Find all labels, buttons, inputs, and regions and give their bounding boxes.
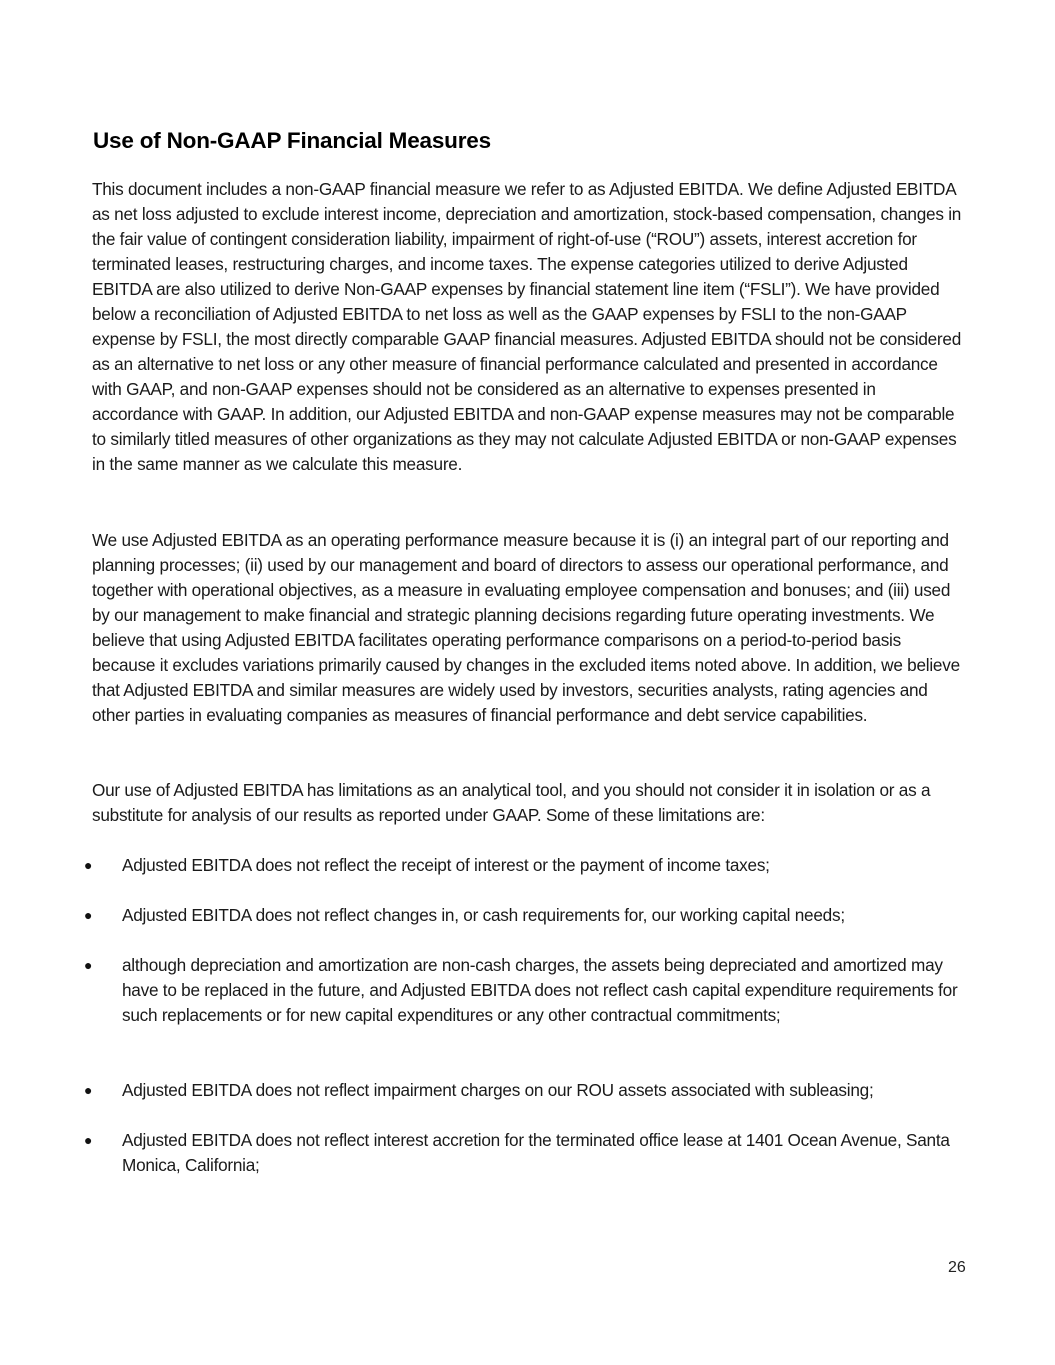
- list-item-text: Adjusted EBITDA does not reflect changes in, or cash requirements for, our working capital needs;: [122, 905, 845, 925]
- paragraph-definition: This document includes a non-GAAP financial measure we refer to as Adjusted EBITDA. We define Adjusted EBITDA as net loss adjusted to exclude interest income, depreciation and amortization, stock-based compensation, changes in the fair value of contingent consideration liability, impairment of right-of-use (“ROU”) assets, interest accretion for terminated leases, restructuring charges, and income taxes. The expense categories utilized to derive Adjusted EBITDA are also utilized to derive Non-GAAP expenses by financial statement line item (“FSLI”). We have provided below a reconciliation of Adjusted EBITDA to net loss as well as the GAAP expenses by FSLI to the non-GAAP expense by FSLI, the most directly comparable GAAP financial measures. Adjusted EBITDA should not be considered as an alternative to net loss or any other measure of financial performance calculated and presented in accordance with GAAP, and non-GAAP expenses should not be considered as an alternative to expenses presented in accordance with GAAP. In addition, our Adjusted EBITDA and non-GAAP expense measures may not be comparable to similarly titled measures of other organizations as they may not calculate Adjusted EBITDA or non-GAAP expenses in the same manner as we calculate this measure.: [92, 179, 962, 474]
- list-item: [84, 1128, 964, 1178]
- bullet-icon: ●: [84, 957, 93, 973]
- list-item: [84, 953, 964, 1028]
- list-item-text: Adjusted EBITDA does not reflect the receipt of interest or the payment of income taxes;: [122, 855, 770, 875]
- bullet-icon: ●: [84, 1132, 93, 1148]
- paragraph-limitations-intro: Our use of Adjusted EBITDA has limitations as an analytical tool, and you should not consider it in isolation or as a substitute for analysis of our results as reported under GAAP. Some of these limitations are:: [92, 780, 931, 825]
- list-item-text: Adjusted EBITDA does not reflect impairment charges on our ROU assets associated with subleasing;: [122, 1080, 874, 1100]
- bullet-icon: ●: [84, 1082, 93, 1098]
- list-item: [84, 903, 964, 928]
- bullet-icon: ●: [84, 857, 93, 873]
- page-number: 26: [948, 1259, 966, 1276]
- list-item-text: although depreciation and amortization are non-cash charges, the assets being depreciated and amortized may have to be replaced in the future, and Adjusted EBITDA does not reflect cash capital expenditure requirements for such replacements or for new capital expenditures or any other contractual commitments;: [122, 955, 958, 1025]
- list-item: [84, 853, 964, 878]
- section-heading: Use of Non-GAAP Financial Measures: [93, 128, 491, 153]
- list-item: [84, 1078, 964, 1103]
- paragraph-usage: We use Adjusted EBITDA as an operating performance measure because it is (i) an integral part of our reporting and planning processes; (ii) used by our management and board of directors to assess our operational performance, and together with operational objectives, as a measure in evaluating employee compensation and bonuses; and (iii) used by our management to make financial and strategic planning decisions regarding future operating investments. We believe that using Adjusted EBITDA facilitates operating performance comparisons on a period-to-period basis because it excludes variations primarily caused by changes in the excluded items noted above. In addition, we believe that Adjusted EBITDA and similar measures are widely used by investors, securities analysts, rating agencies and other parties in evaluating companies as measures of financial performance and debt service capabilities.: [92, 530, 960, 725]
- list-item-text: Adjusted EBITDA does not reflect interest accretion for the terminated office lease at 1401 Ocean Avenue, Santa Monica, California;: [122, 1130, 950, 1175]
- bullet-icon: ●: [84, 907, 93, 923]
